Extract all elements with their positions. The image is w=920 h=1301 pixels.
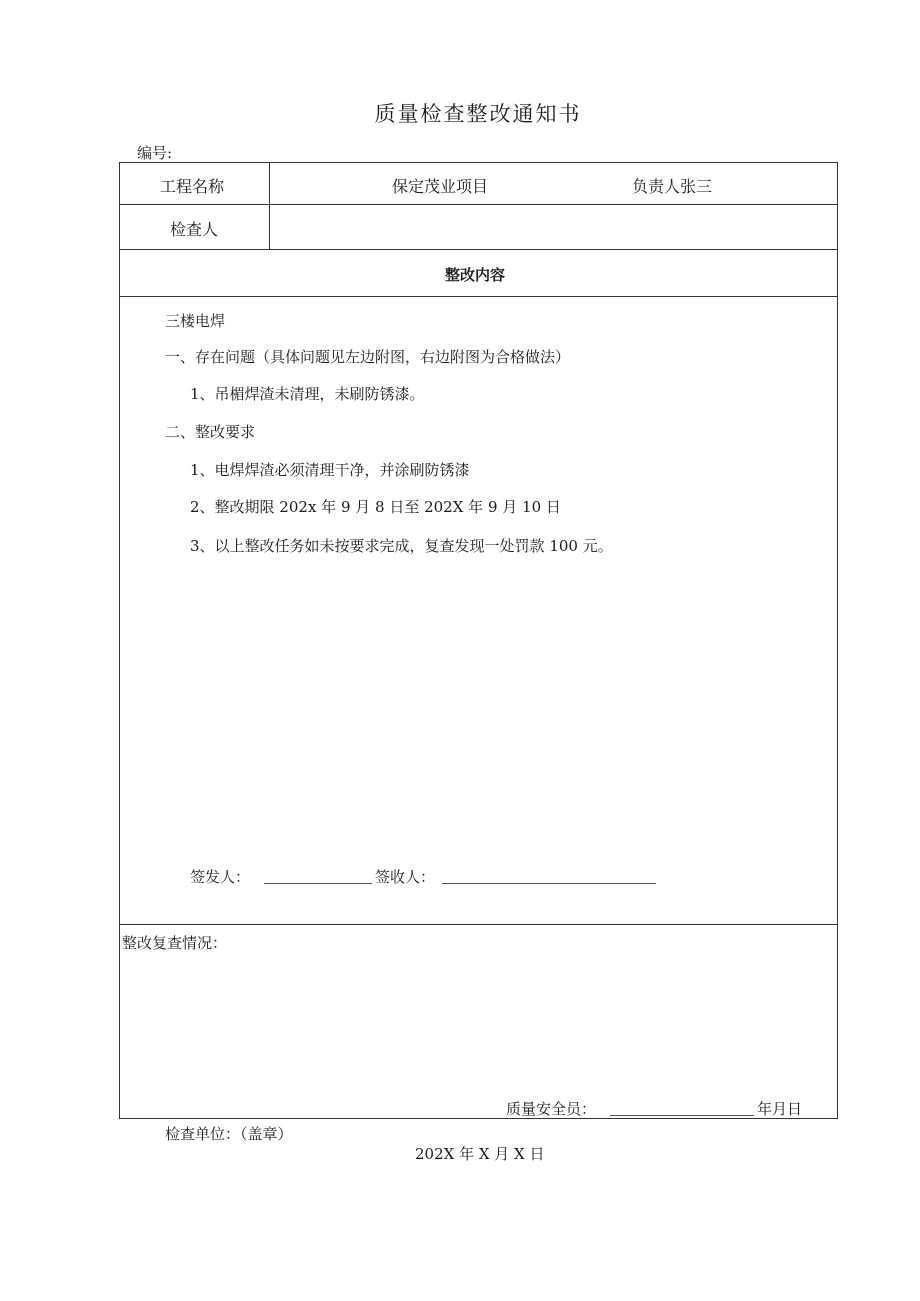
document-title: 质量检查整改通知书: [374, 102, 582, 126]
content-line-requirement-2: 2、整改期限 202x 年 9 月 8 日至 202X 年 9 月 10 日: [190, 498, 561, 516]
issuer-signature-line[interactable]: [264, 883, 372, 884]
serial-number-label: 编号:: [137, 144, 173, 162]
review-label: 整改复查情况：: [122, 934, 228, 952]
row-divider-4: [119, 924, 838, 925]
issuer-label: 签发人：: [190, 868, 251, 886]
content-line-requirements-heading: 二、整改要求: [165, 423, 256, 441]
table-border-top: [119, 162, 838, 163]
table-border-left: [119, 162, 120, 1119]
row-divider-2: [119, 249, 838, 250]
content-line-requirement-1: 1、电焊焊渣必须清理干净，并涂刷防锈漆: [190, 461, 470, 479]
inspector-label: 检查人: [170, 220, 219, 239]
label-column-divider: [269, 162, 270, 250]
rectification-section-title: 整改内容: [445, 266, 506, 284]
project-name-label: 工程名称: [160, 177, 225, 196]
quality-safety-officer-label: 质量安全员：: [506, 1100, 597, 1118]
review-date-suffix: 年月日: [757, 1100, 803, 1118]
project-name-value: 保定茂业项目: [392, 177, 489, 196]
content-line-requirement-3: 3、以上整改任务如未按要求完成，复查发现一处罚款 100 元。: [190, 537, 613, 555]
row-divider-3: [119, 296, 838, 297]
content-line-problem-1: 1、吊楣焊渣未清理，未刷防锈漆。: [190, 385, 425, 403]
row-divider-1: [119, 204, 838, 205]
table-border-bottom: [119, 1118, 838, 1119]
officer-signature-line[interactable]: [610, 1115, 754, 1116]
table-border-right: [837, 162, 838, 1119]
content-line-problems-heading: 一、存在问题（具体问题见左边附图，右边附图为合格做法）: [165, 348, 571, 366]
inspection-unit-label: 检查单位：（盖章）: [165, 1125, 293, 1143]
footer-date: 202X 年 X 月 X 日: [415, 1145, 545, 1163]
responsible-person-value: 负责人张三: [632, 177, 713, 196]
receiver-signature-line[interactable]: [442, 883, 656, 884]
receiver-label: 签收人：: [375, 868, 436, 886]
content-line-location: 三楼电焊: [165, 312, 226, 330]
